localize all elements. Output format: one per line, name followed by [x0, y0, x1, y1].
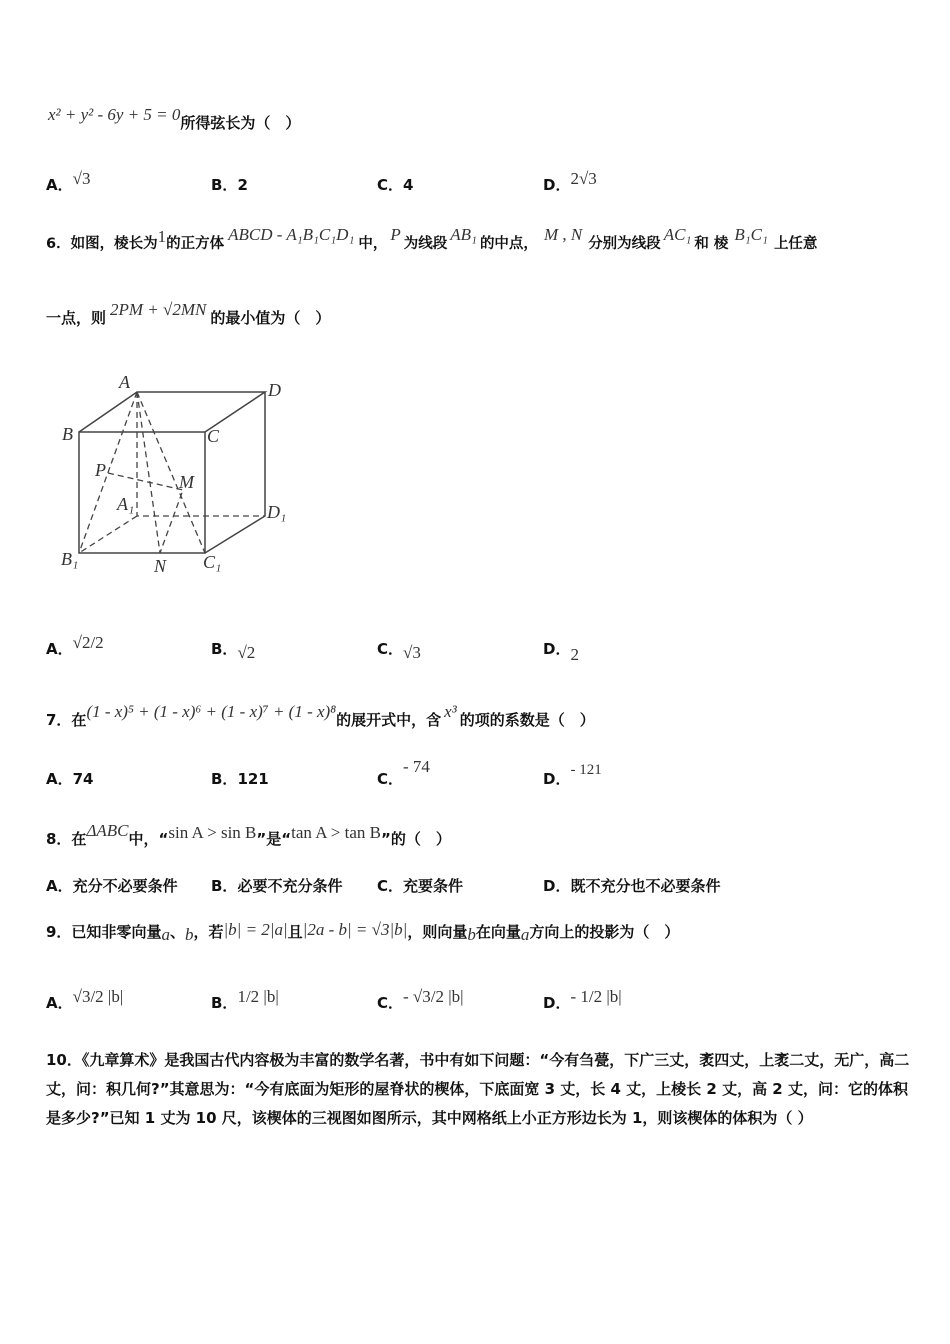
math: sin A > sin B — [168, 823, 257, 842]
option-label: D． — [543, 877, 571, 895]
text: 上任意 — [773, 236, 818, 252]
math: a — [161, 925, 170, 944]
option-value: 2√3 — [570, 169, 597, 188]
text: ，则向量 — [407, 923, 468, 941]
option-label: C． — [377, 770, 404, 788]
q6-option-d — [543, 638, 579, 664]
option-label: A． — [46, 994, 73, 1012]
q8-option-a — [46, 875, 178, 896]
q5-option-d — [543, 169, 597, 195]
option-value: - √3/2 |b| — [403, 987, 464, 1006]
equation: x² + y² - 6y + 5 = 0 — [48, 105, 181, 124]
q7-option-a — [46, 768, 93, 789]
q8-option-c — [377, 875, 463, 896]
q9-option-b — [211, 987, 279, 1013]
text: 的展开式中，含 — [336, 711, 442, 729]
option-value: 充要条件 — [403, 877, 464, 895]
math: b — [467, 925, 476, 944]
text: 9．已知非零向量 — [46, 923, 162, 941]
q8-stem — [46, 821, 451, 849]
option-value: 1/2 |b| — [237, 987, 279, 1006]
option-label: B． — [211, 640, 238, 658]
label-d1: D₁ — [267, 502, 287, 522]
math: ABCD - A₁B₁C₁D₁ — [228, 225, 355, 244]
label-n: N — [154, 556, 167, 576]
stem-text: 所得弦长为（ ） — [180, 114, 301, 132]
label-b: B — [62, 424, 73, 444]
label-m: M — [179, 472, 194, 492]
text: ”的（ ） — [381, 830, 451, 848]
option-value: 4 — [403, 176, 414, 194]
option-label: A． — [46, 877, 73, 895]
text: 在向量 — [475, 923, 521, 941]
option-label: A． — [46, 640, 73, 658]
label-a1: A₁ — [117, 494, 135, 514]
math: AC₁ — [663, 225, 692, 244]
text: 的项的系数是（ ） — [459, 711, 595, 729]
text: 6．如图，棱长为 — [46, 236, 158, 252]
q8-option-d — [543, 875, 720, 896]
text: ，若 — [193, 923, 224, 941]
option-label: B． — [211, 770, 238, 788]
label-d: D — [268, 380, 281, 400]
text: 为线段 — [403, 236, 448, 252]
text: 中， — [358, 236, 388, 252]
math: M , N — [543, 225, 583, 244]
option-value: 121 — [237, 770, 269, 788]
option-value: 必要不充分条件 — [237, 877, 343, 895]
q6-stem-line2 — [46, 300, 331, 328]
q7-option-c — [377, 757, 430, 789]
q6-option-a — [46, 633, 104, 659]
text: 的最小值为（ ） — [210, 309, 331, 327]
cube-figure — [55, 370, 305, 580]
text: 分别为线段 — [588, 236, 661, 252]
math: tan A > tan B — [291, 823, 381, 842]
option-value: 既不充分也不必要条件 — [570, 877, 721, 895]
option-label: C． — [377, 877, 404, 895]
label-p: P — [95, 460, 106, 480]
option-label: D． — [543, 770, 571, 788]
option-value: √3 — [403, 643, 421, 662]
q5-stem — [48, 105, 301, 133]
label-c: C — [207, 426, 220, 446]
math: x³ — [444, 702, 457, 721]
q6-stem-line1 — [46, 225, 818, 253]
q5-option-c — [377, 174, 413, 195]
text: 方向上的投影为（ ） — [529, 923, 680, 941]
text: 7．在 — [46, 711, 87, 729]
math: 2PM + √2MN — [110, 300, 207, 319]
option-value: √2/2 — [72, 633, 104, 652]
math: b — [184, 925, 194, 944]
option-value: 2 — [570, 645, 579, 664]
option-label: A． — [46, 770, 73, 788]
option-value: √2 — [237, 643, 256, 662]
option-label: D． — [543, 176, 571, 194]
label-a: A — [119, 372, 130, 392]
q9-option-d — [543, 987, 622, 1013]
label-b1: B₁ — [61, 549, 79, 569]
q6-option-c — [377, 638, 421, 662]
math: |2a - b| = √3|b| — [302, 920, 408, 939]
option-label: D． — [543, 994, 571, 1012]
math: B₁C₁ — [734, 225, 768, 244]
option-label: A． — [46, 176, 73, 194]
q5-option-a — [46, 169, 91, 195]
q7-option-b — [211, 768, 269, 789]
math: (1 - x)⁵ + (1 - x)⁶ + (1 - x)⁷ + (1 - x)⁸ — [86, 702, 337, 721]
q8-option-b — [211, 875, 342, 896]
math: AB₁ — [450, 225, 477, 244]
option-label: B． — [211, 994, 238, 1012]
option-label: C． — [377, 994, 404, 1012]
text: 且 — [287, 923, 303, 941]
option-value: - 74 — [403, 757, 430, 776]
text: ”是“ — [256, 830, 292, 848]
q10-stem: 10．《九章算术》是我国古代内容极为丰富的数学名著，书中有如下问题：“今有刍甍，下广三丈，袤四丈，上袤二丈，无广，高二丈，问：积几何?”其意思为：“今有底面为矩形的屋脊状的楔体，下底面宽 3 丈，长 4 丈，上棱长 2 丈，高 2 丈，问：它的体积是多少?”已知 1 丈为 10 尺，该楔体的三视图如图所示，其中网格纸上小正方形边长为 1，则该楔体的体积为（ ） — [46, 1051, 910, 1127]
math: |b| = 2|a| — [223, 920, 288, 939]
q6-option-b — [211, 638, 256, 662]
option-label: D． — [543, 640, 571, 658]
q5-option-b — [211, 174, 248, 195]
option-label: B． — [211, 176, 238, 194]
option-value: √3 — [72, 169, 91, 188]
option-value: - 1/2 |b| — [570, 987, 622, 1006]
text: 和 棱 — [694, 236, 729, 252]
option-value: 2 — [237, 176, 248, 194]
math: ΔABC — [86, 821, 129, 840]
math: P — [390, 225, 401, 244]
text: 的中点， — [479, 236, 538, 252]
text: 中，“ — [128, 830, 169, 848]
text: 8．在 — [46, 830, 87, 848]
text: 、 — [169, 923, 185, 941]
label-c1: C₁ — [203, 552, 222, 572]
q9-option-a — [46, 987, 124, 1013]
option-label: C． — [377, 640, 404, 658]
option-label: C． — [377, 176, 404, 194]
q9-option-c — [377, 987, 464, 1013]
text: 的正方体 — [166, 236, 225, 252]
text: 一点，则 — [46, 309, 107, 327]
q7-stem — [46, 702, 595, 730]
option-value: - 121 — [570, 762, 602, 778]
option-value: 74 — [72, 770, 94, 788]
option-value: √3/2 |b| — [72, 987, 124, 1006]
option-label: B． — [211, 877, 238, 895]
math: 1 — [157, 227, 167, 246]
q9-stem — [46, 921, 679, 942]
option-value: 充分不必要条件 — [72, 877, 178, 895]
q7-option-d — [543, 762, 602, 789]
math: a — [520, 925, 530, 944]
